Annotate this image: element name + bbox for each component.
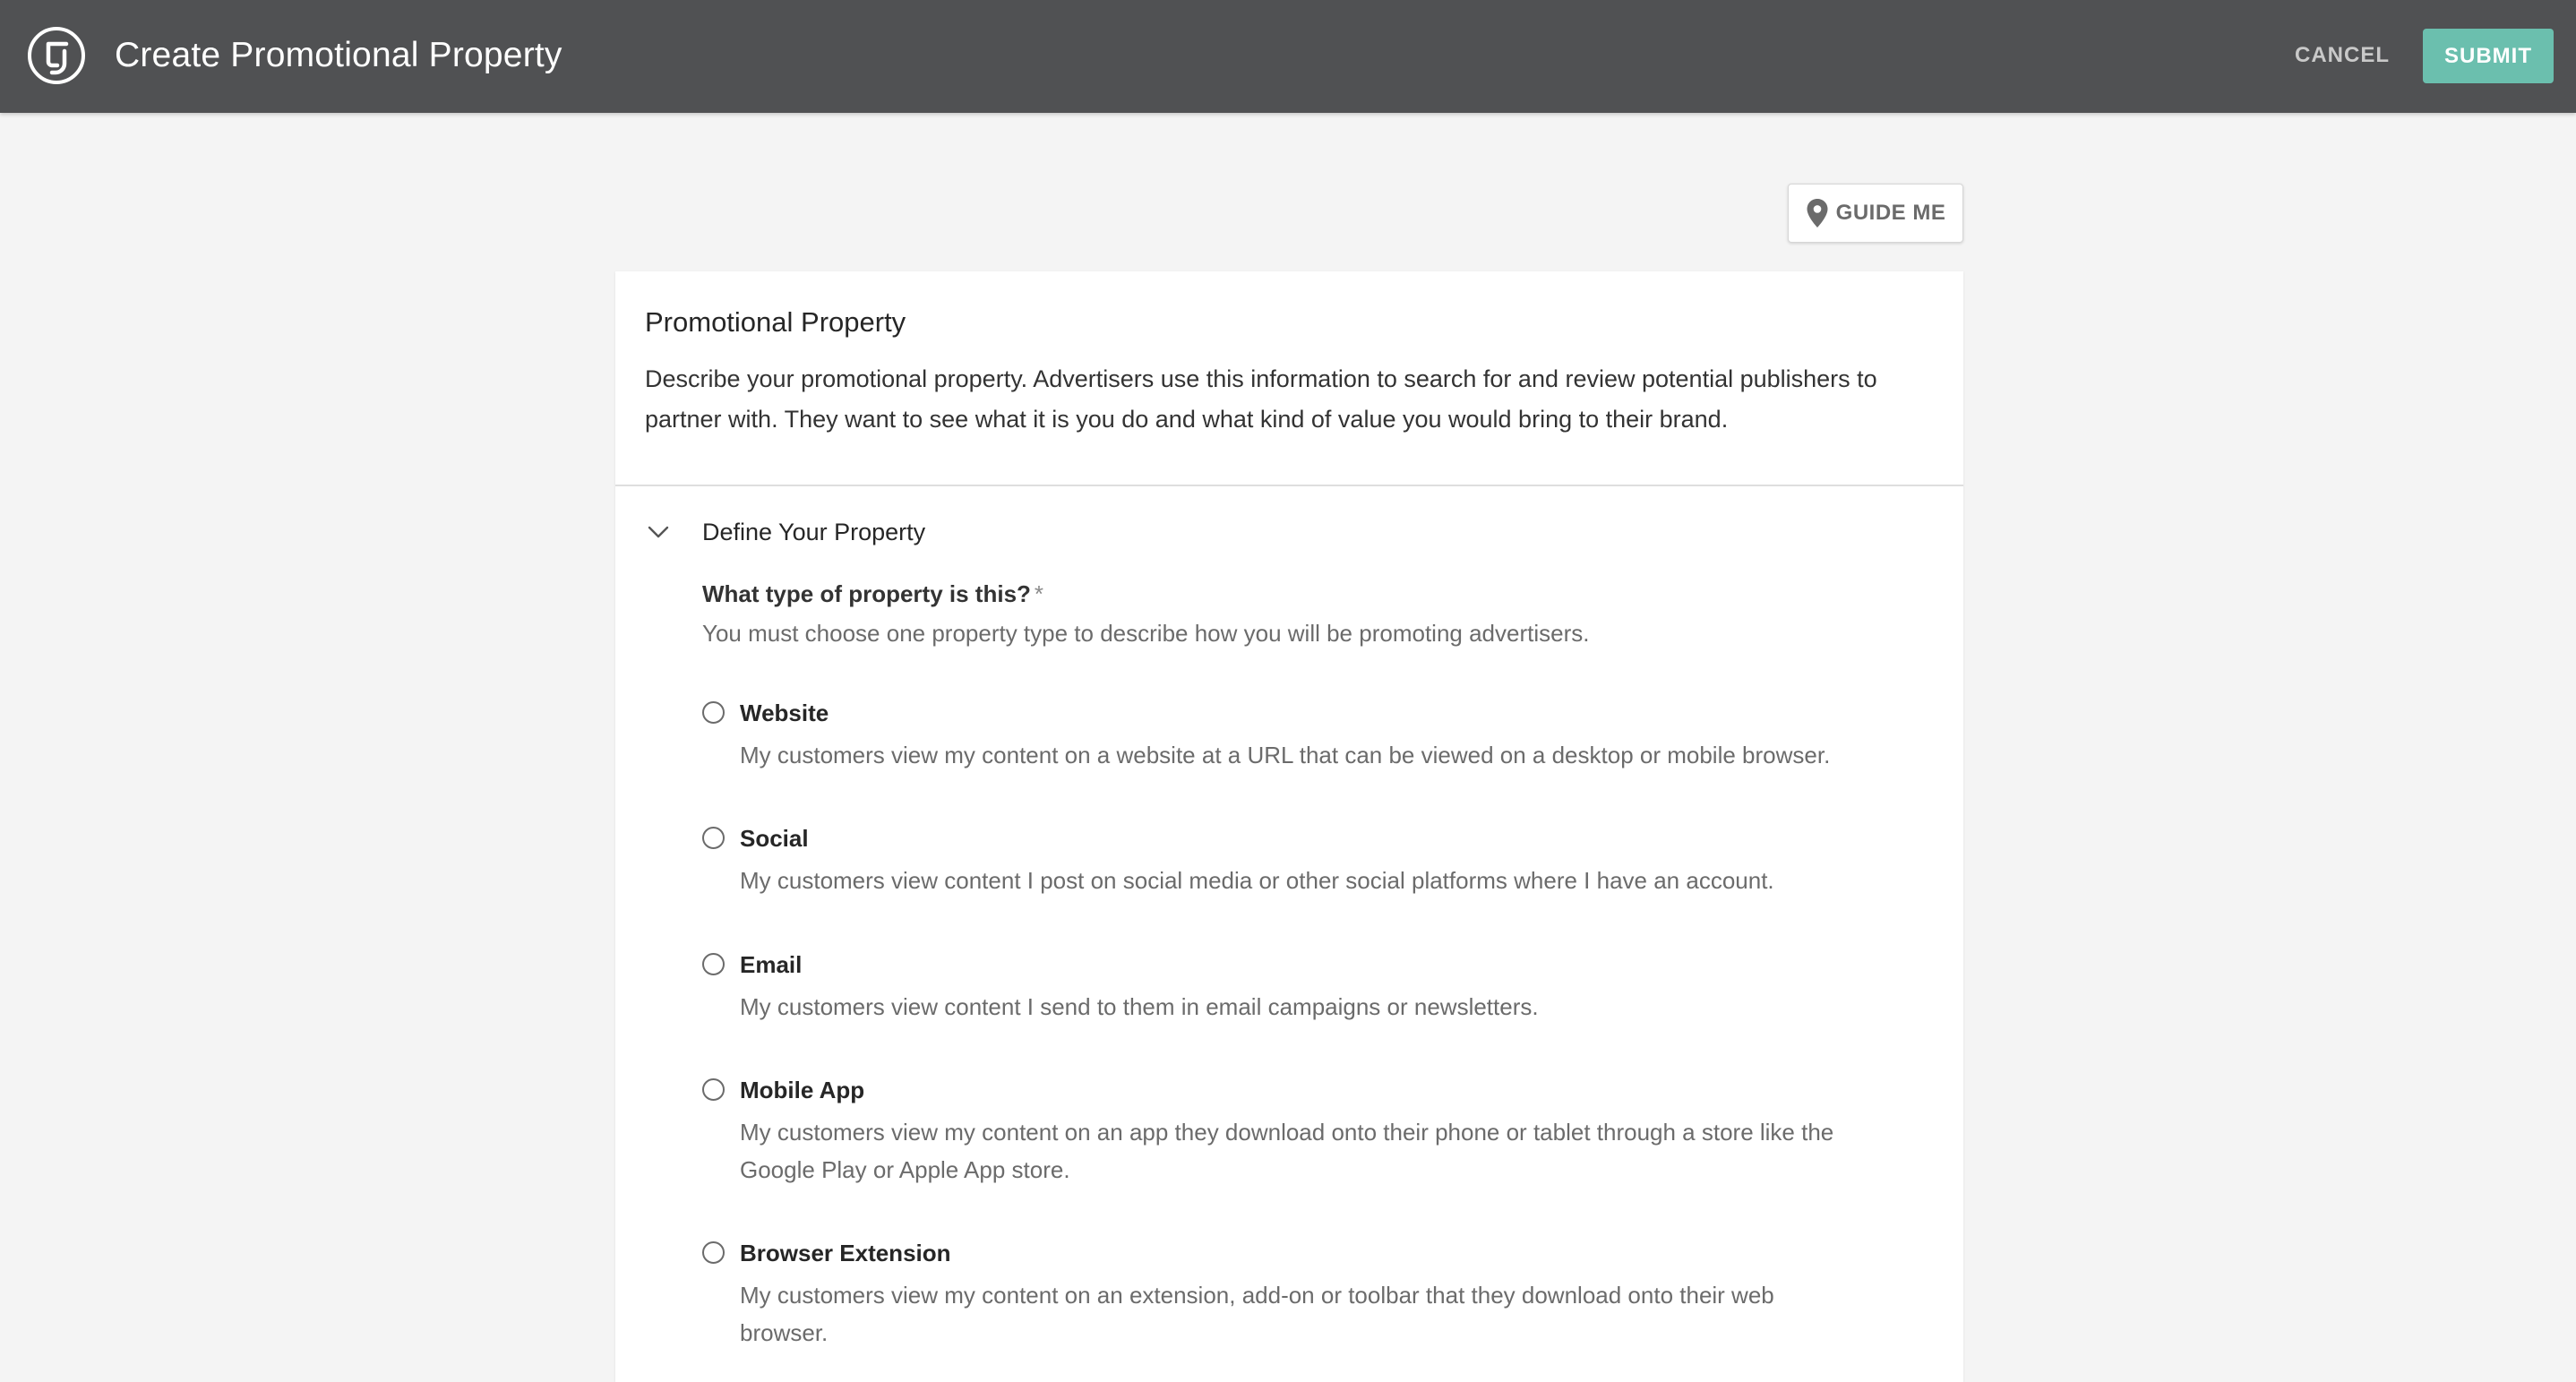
option-label[interactable]: Social <box>740 825 809 852</box>
option-description: My customers view content I post on social media or other social platforms where I have an account. <box>740 867 1774 894</box>
website-radio[interactable] <box>702 701 725 724</box>
required-marker: * <box>1034 580 1044 607</box>
map-pin-icon <box>1806 198 1829 228</box>
option-description: My customers view my content on a website at a URL that can be viewed on a desktop or mobile browser. <box>740 742 1831 768</box>
social-radio[interactable] <box>702 827 725 849</box>
guide-me-label: GUIDE ME <box>1835 201 1946 225</box>
submit-button[interactable]: SUBMIT <box>2423 29 2554 83</box>
section-title: Define Your Property <box>702 519 926 545</box>
cj-logo-icon[interactable] <box>27 26 86 85</box>
define-property-section-toggle[interactable] <box>637 511 925 554</box>
option-description: My customers view content I send to them in email campaigns or newsletters. <box>740 993 1539 1020</box>
question-help-text: You must choose one property type to describe how you will be promoting advertisers. <box>702 620 1590 647</box>
card-description: Describe your promotional property. Advertisers use this information to search for and review potential publishers to partner with. They want to see what it is you do and what kind of value you would bring to their brand. <box>645 365 1877 433</box>
chevron-down-icon <box>637 511 680 554</box>
option-label[interactable]: Website <box>740 700 829 726</box>
question-text: What type of property is this? <box>702 580 1031 607</box>
option-label[interactable]: Mobile App <box>740 1077 865 1103</box>
property-card <box>615 271 1963 1382</box>
option-label[interactable]: Email <box>740 951 803 978</box>
cancel-button[interactable]: CANCEL <box>2277 29 2408 82</box>
mobile-app-radio[interactable] <box>702 1078 725 1101</box>
browser-extension-radio[interactable] <box>702 1241 725 1264</box>
page-title: Create Promotional Property <box>115 36 562 74</box>
email-radio[interactable] <box>702 953 725 975</box>
option-description: My customers view my content on an extension, add-on or toolbar that they download onto their web browser. <box>740 1282 1774 1346</box>
option-label[interactable]: Browser Extension <box>740 1240 951 1266</box>
app-header <box>0 0 2576 113</box>
card-title: Promotional Property <box>645 306 906 338</box>
property-type-question <box>702 577 1043 611</box>
guide-me-button[interactable] <box>1788 184 1963 243</box>
option-description: My customers view my content on an app they download onto their phone or tablet through a store like the Google Play or Apple App store. <box>740 1119 1834 1183</box>
card-header <box>615 271 1963 486</box>
